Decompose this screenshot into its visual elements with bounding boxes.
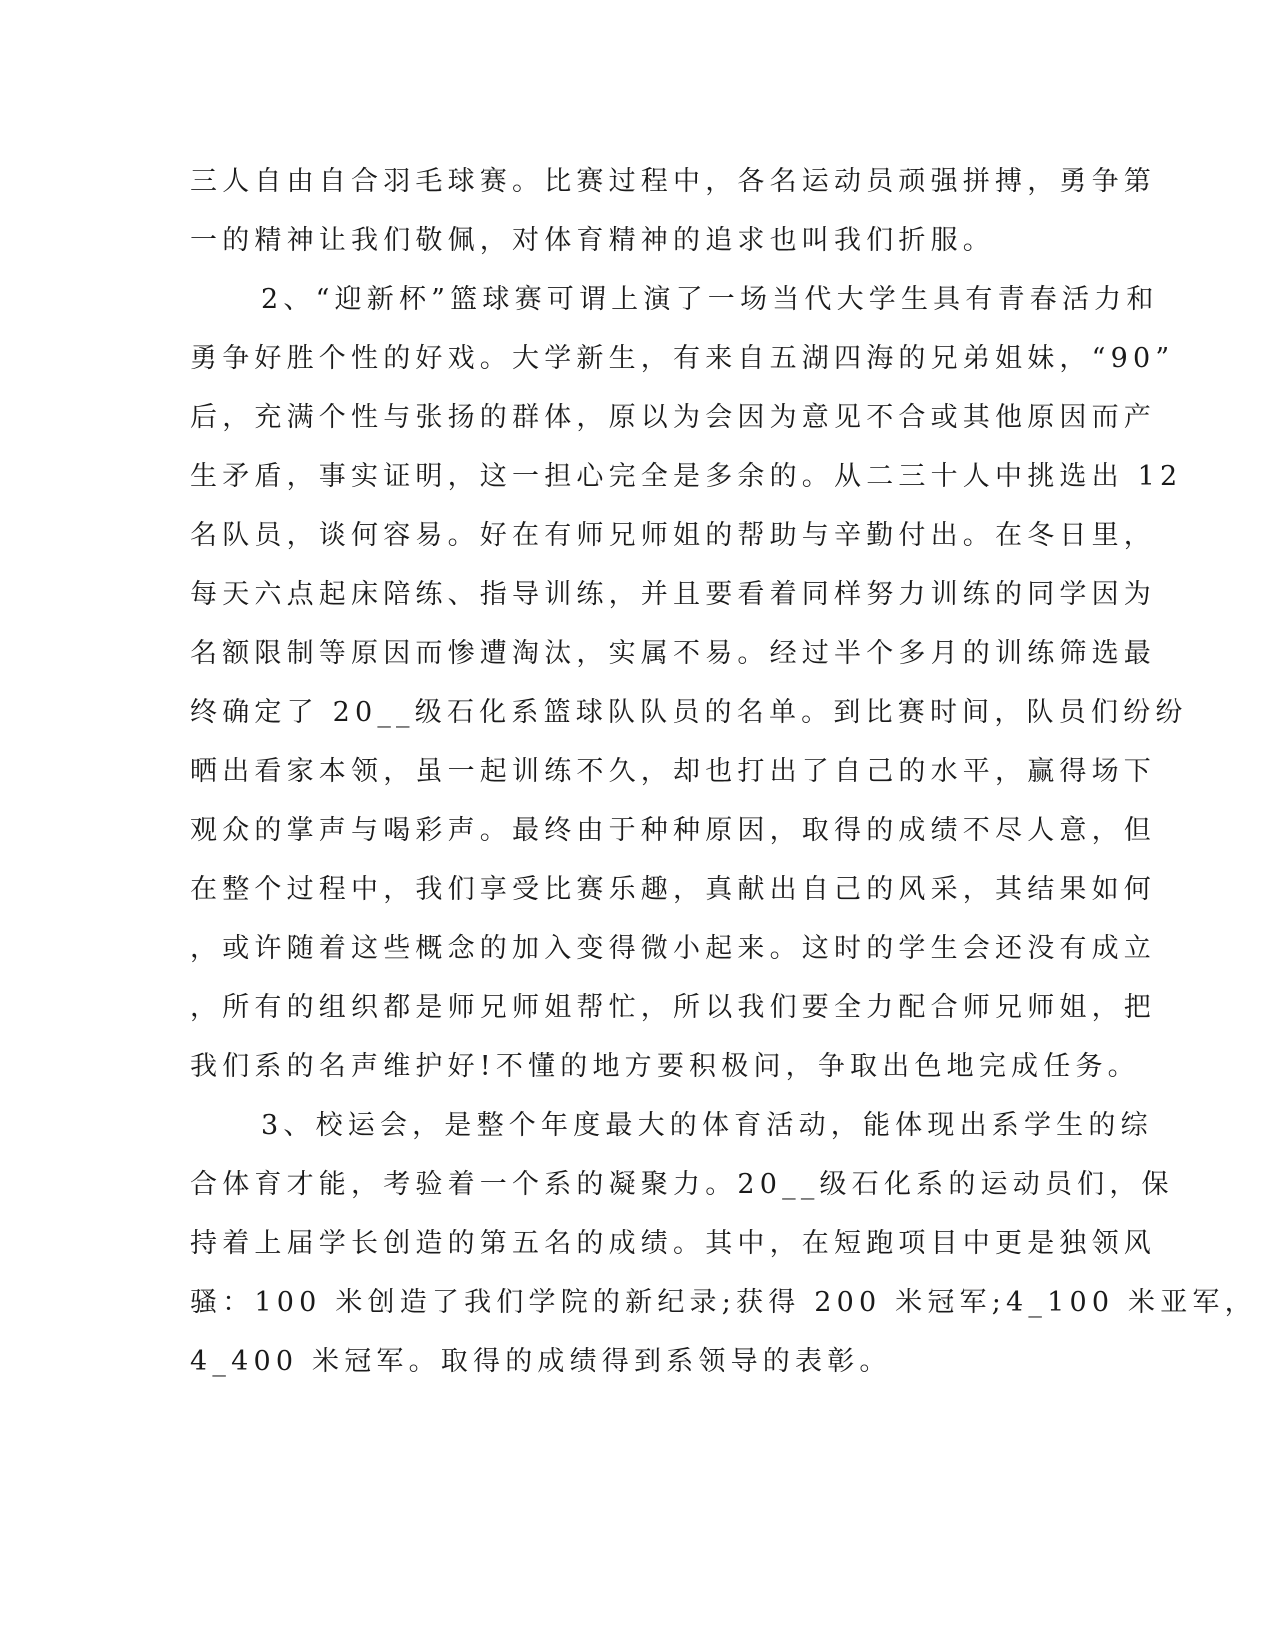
body-text-line: ，或许随着这些概念的加入变得微小起来。这时的学生会还没有成立 — [190, 933, 1156, 964]
body-text-line: 在整个过程中，我们享受比赛乐趣，真献出自己的风采，其结果如何 — [190, 874, 1156, 905]
body-text-line: 生矛盾，事实证明，这一担心完全是多余的。从二三十人中挑选出 12 — [190, 461, 1183, 492]
body-text-line: 一的精神让我们敬佩，对体育精神的追求也叫我们折服。 — [190, 225, 995, 256]
body-text-line: 持着上届学长创造的第五名的成绩。其中，在短跑项目中更是独领风 — [190, 1228, 1156, 1259]
body-text-line: 名队员，谈何容易。好在有师兄师姐的帮助与辛勤付出。在冬日里， — [190, 520, 1156, 551]
body-text-line: 每天六点起床陪练、指导训练，并且要看着同样努力训练的同学因为 — [190, 579, 1156, 610]
body-text-line: 三人自由自合羽毛球赛。比赛过程中，各名运动员顽强拼搏，勇争第 — [190, 166, 1156, 197]
body-text-line: 勇争好胜个性的好戏。大学新生，有来自五湖四海的兄弟姐妹，“90” — [190, 343, 1175, 374]
body-text-line: 骚：100 米创造了我们学院的新纪录;获得 200 米冠军;4_100 米亚军， — [190, 1287, 1257, 1318]
paragraph-2-first-line: 2、“迎新杯”篮球赛可谓上演了一场当代大学生具有青春活力和 — [261, 284, 1159, 315]
body-text-line: 晒出看家本领，虽一起训练不久，却也打出了自己的水平，赢得场下 — [190, 756, 1156, 787]
body-text-line: 名额限制等原因而惨遭淘汰，实属不易。经过半个多月的训练筛选最 — [190, 638, 1156, 669]
body-text-line: 观众的掌声与喝彩声。最终由于种种原因，取得的成绩不尽人意，但 — [190, 815, 1156, 846]
body-text-line: 终确定了 20__级石化系篮球队队员的名单。到比赛时间，队员们纷纷 — [190, 697, 1188, 728]
body-text-line: 我们系的名声维护好!不懂的地方要积极问，争取出色地完成任务。 — [190, 1051, 1140, 1082]
body-text-line: 后，充满个性与张扬的群体，原以为会因为意见不合或其他原因而产 — [190, 402, 1156, 433]
body-text-line: ，所有的组织都是师兄师姐帮忙，所以我们要全力配合师兄师姐，把 — [190, 992, 1156, 1023]
paragraph-3-first-line: 3、校运会，是整个年度最大的体育活动，能体现出系学生的综 — [261, 1110, 1153, 1141]
body-text-line: 合体育才能，考验着一个系的凝聚力。20__级石化系的运动员们，保 — [190, 1169, 1174, 1200]
body-text-line: 4_400 米冠军。取得的成绩得到系领导的表彰。 — [190, 1346, 892, 1377]
